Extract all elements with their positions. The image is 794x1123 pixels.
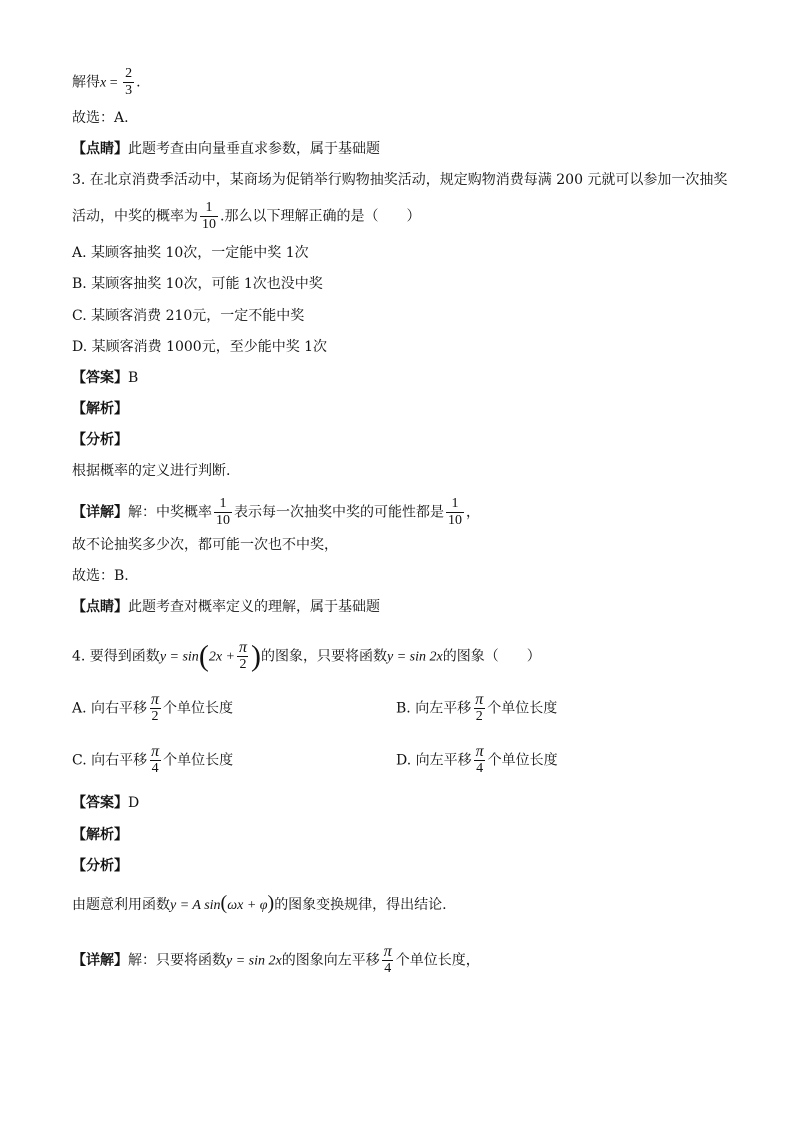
solve-equals: = bbox=[106, 75, 122, 91]
q4-stem: 4. 要得到函数y = sin(2x + $\frac{\pi}{2}$ )的图象，只要将函数y = sin 2x的图象（ ） bbox=[72, 639, 541, 673]
q4-answer: D bbox=[128, 795, 140, 811]
q4-function: y = sin bbox=[159, 649, 199, 665]
q3-stem-line2: 活动，中奖的概率为 $\frac{1}{10}$ .那么以下理解正确的是（ ） bbox=[72, 200, 421, 232]
q4-fenxi-tag: 【分析】 bbox=[72, 858, 128, 874]
choose-line-q2: 故选：A. bbox=[72, 110, 129, 126]
q3-analysis-tag: 【解析】 bbox=[72, 401, 128, 417]
q3-option-d: D. 某顾客消费 1000元，至少能中奖 1次 bbox=[72, 339, 328, 355]
fraction-one-tenth: $\frac{1}{10}$ bbox=[216, 496, 230, 528]
q3-answer: B bbox=[128, 370, 139, 386]
q4-option-b: B. 向左平移 $\frac{\pi}{2}$ 个单位长度 bbox=[396, 691, 558, 724]
q3-detail-line: 【详解】解：中奖概率 $\frac{1}{10}$ 表示每一次抽奖中奖的可能性都是 $\frac{1}{10}$ ， bbox=[72, 496, 480, 528]
q3-detail-line2: 故不论抽奖多少次，都可能一次也不中奖， bbox=[72, 537, 338, 553]
fraction-pi-over-4: $\frac{\pi}{4}$ bbox=[383, 943, 392, 976]
q3-option-b: B. 某顾客抽奖 10次，可能 1次也没中奖 bbox=[72, 276, 323, 292]
fraction-one-tenth: $\frac{1}{10}$ bbox=[448, 496, 462, 528]
fraction-pi-over-4: $\frac{\pi}{4}$ bbox=[151, 743, 160, 776]
fraction-two-thirds: $\frac{2}{3}$ bbox=[125, 66, 133, 98]
q3-fenxi-tag: 【分析】 bbox=[72, 432, 128, 448]
q4-base-function: y = sin 2x bbox=[387, 649, 443, 665]
comment-tag: 【点睛】 bbox=[72, 141, 128, 157]
fraction-pi-over-2: $\frac{\pi}{2}$ bbox=[238, 639, 247, 672]
comment-line-q3: 【点睛】此题考查对概率定义的理解，属于基础题 bbox=[72, 599, 380, 615]
q4-option-d: D. 向左平移 $\frac{\pi}{4}$ 个单位长度 bbox=[396, 743, 558, 776]
comment-line-q2: 【点睛】此题考查由向量垂直求参数，属于基础题 bbox=[72, 141, 380, 157]
q4-answer-line: 【答案】D bbox=[72, 795, 140, 811]
q4-analysis-tag: 【解析】 bbox=[72, 827, 128, 843]
solve-variable: x bbox=[100, 75, 107, 91]
q3-option-c: C. 某顾客消费 210元，一定不能中奖 bbox=[72, 308, 305, 324]
solve-line: 解得x = $\frac{2}{3}$ . bbox=[72, 66, 141, 98]
q3-answer-line: 【答案】B bbox=[72, 370, 139, 386]
fraction-pi-over-4: $\frac{\pi}{4}$ bbox=[475, 743, 484, 776]
q4-detail-line: 【详解】解：只要将函数y = sin 2x的图象向左平移 $\frac{\pi}{4}$ 个单位长度， bbox=[72, 943, 480, 976]
fraction-pi-over-2: $\frac{\pi}{2}$ bbox=[475, 691, 484, 724]
choose-line-q3: 故选：B. bbox=[72, 568, 129, 584]
q3-option-a: A. 某顾客抽奖 10次，一定能中奖 1次 bbox=[72, 245, 309, 261]
q3-fenxi: 根据概率的定义进行判断. bbox=[72, 463, 231, 479]
q3-stem-line1: 3. 在北京消费季活动中，某商场为促销举行购物抽奖活动，规定购物消费每满 200 元就可以参加一次抽奖 bbox=[72, 172, 728, 188]
fraction-pi-over-2: $\frac{\pi}{2}$ bbox=[151, 691, 160, 724]
q4-fenxi: 由题意利用函数y = A sin(ωx + φ)的图象变换规律，得出结论. bbox=[72, 892, 447, 914]
q4-option-c: C. 向右平移 $\frac{\pi}{4}$ 个单位长度 bbox=[72, 743, 234, 776]
fraction-one-tenth: $\frac{1}{10}$ bbox=[202, 200, 216, 232]
solve-prefix: 解得 bbox=[72, 74, 100, 91]
q4-option-a: A. 向右平移 $\frac{\pi}{2}$ 个单位长度 bbox=[72, 691, 234, 724]
